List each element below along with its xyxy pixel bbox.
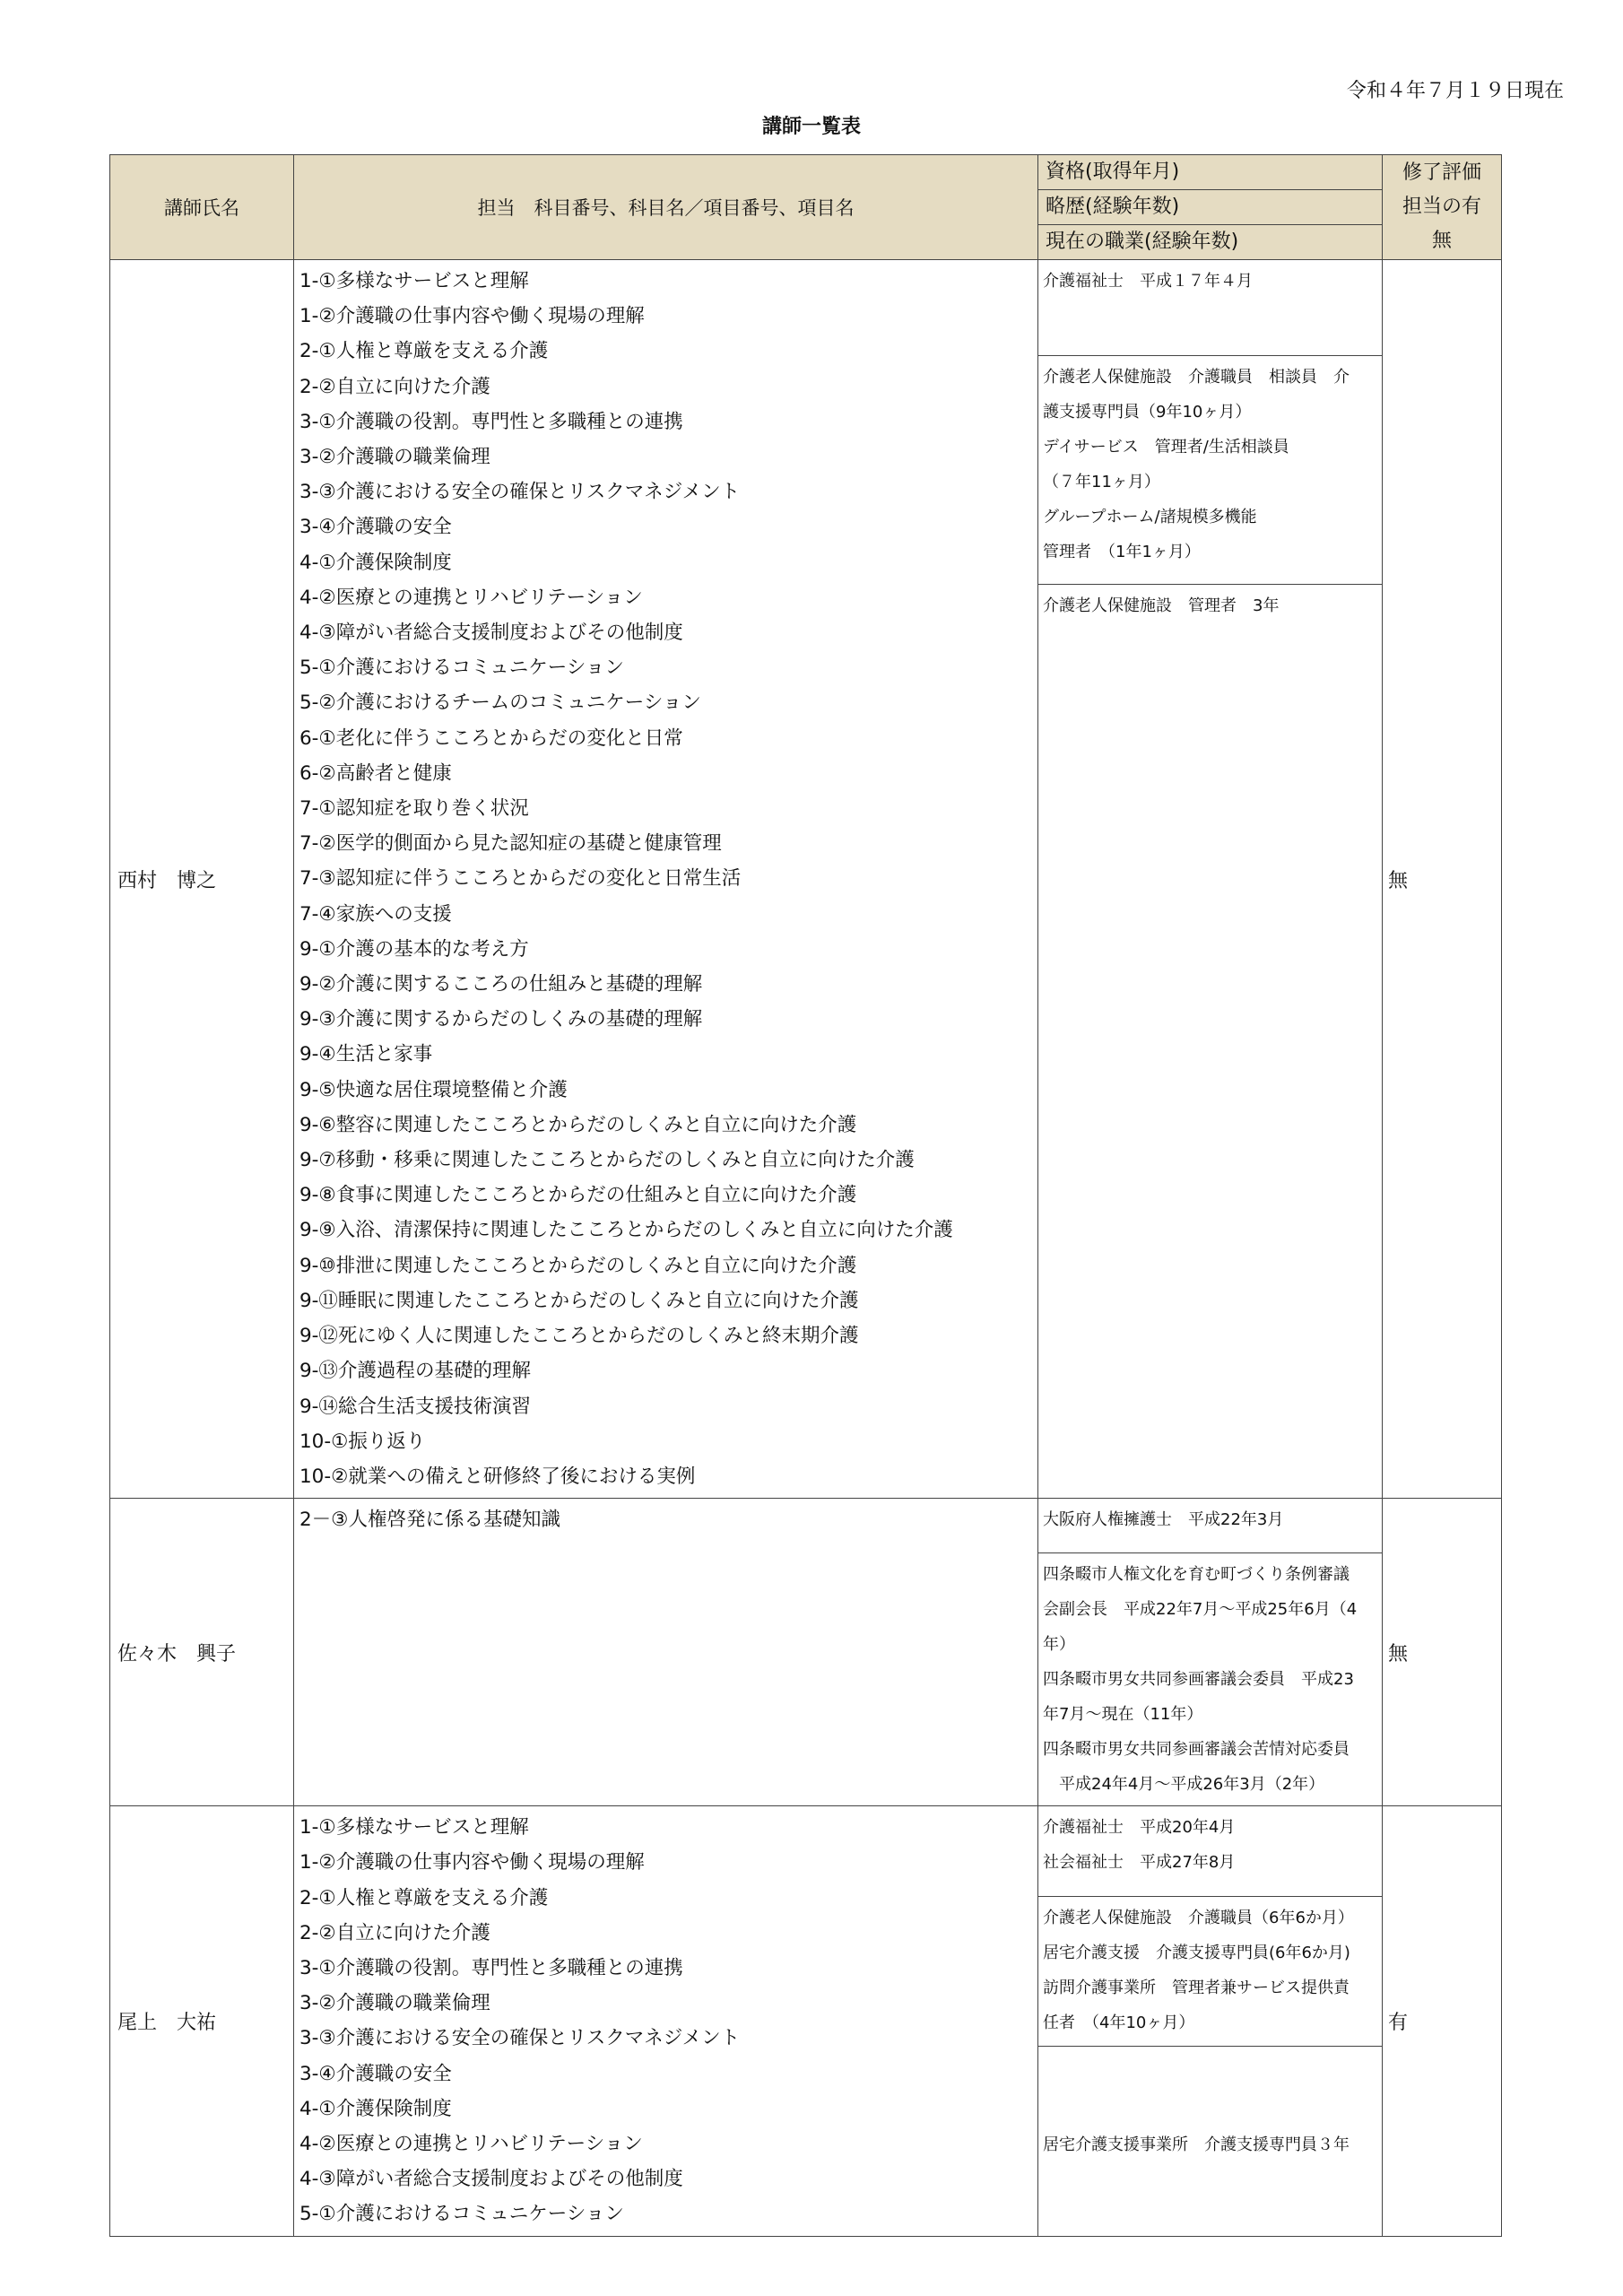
qualification-block — [1038, 1806, 1382, 1896]
subject-item: 3-④介護職の安全 — [299, 2062, 452, 2085]
qualification-block — [1038, 260, 1382, 355]
career-line: 介護老人保健施設 介護職員 相談員 介 — [1043, 368, 1350, 387]
subject-item: 5-①介護におけるコミュニケーション — [299, 2203, 624, 2226]
subject-cell — [294, 1499, 1038, 1806]
subject-item: 3-①介護職の役割。専門性と多職種との連携 — [299, 1956, 683, 1979]
qualification-line: 介護福祉士 平成１７年４月 — [1043, 272, 1253, 291]
career-line: 四条畷市人権文化を育む町づくり条例審議 — [1043, 1565, 1350, 1585]
current-block — [1038, 2046, 1382, 2166]
header-eval-line: 無 — [1431, 230, 1452, 252]
career-line: 四条畷市男女共同参画審議会苦情対応委員 — [1043, 1740, 1350, 1760]
qualification-cell — [1038, 1499, 1383, 1806]
header-eval-line: 担当の有 — [1402, 196, 1481, 218]
header-name: 講師氏名 — [110, 155, 294, 260]
subject-item: 3-③介護における安全の確保とリスクマネジメント — [299, 481, 741, 504]
qualification-line: 大阪府人権擁護士 平成22年3月 — [1043, 1510, 1284, 1530]
instructor-name: 尾上 大祐 — [110, 1806, 294, 2237]
subject-item: 3-④介護職の安全 — [299, 516, 452, 539]
header-qual-line: 資格(取得年月) — [1046, 161, 1180, 183]
subject-item: 9-①介護の基本的な考え方 — [299, 937, 529, 961]
subject-cell — [294, 1806, 1038, 2237]
career-block — [1038, 1552, 1382, 1805]
subject-item: 7-③認知症に伴うこころとからだの変化と日常生活 — [299, 867, 742, 891]
table-header-row — [110, 155, 1502, 260]
career-block — [1038, 1896, 1382, 2046]
instructor-table — [109, 154, 1502, 2237]
subject-item: 2-①人権と尊厳を支える介護 — [299, 1886, 549, 1909]
eval-cell: 無 — [1383, 260, 1502, 1499]
subject-item: 9-⑩排泄に関連したこころとからだのしくみと自立に向けた介護 — [299, 1254, 857, 1277]
current-line: 介護老人保健施設 管理者 3年 — [1043, 596, 1280, 615]
header-eval-line: 修了評価 — [1402, 161, 1481, 184]
header-qual-line: 現在の職業(経験年数) — [1038, 224, 1382, 259]
subject-item: 1-②介護職の仕事内容や働く現場の理解 — [299, 1851, 645, 1874]
subject-item: 6-②高齢者と健康 — [299, 761, 452, 785]
subject-item: 5-①介護におけるコミュニケーション — [299, 657, 624, 680]
subject-item: 7-②医学的側面から見た認知症の基礎と健康管理 — [299, 832, 722, 856]
header-qual-line: 略歴(経験年数) — [1038, 189, 1382, 224]
table-row — [110, 1806, 1502, 2237]
subject-item: 9-⑦移動・移乗に関連したこころとからだのしくみと自立に向けた介護 — [299, 1149, 915, 1172]
eval-cell: 無 — [1383, 1499, 1502, 1806]
subject-list — [294, 260, 1037, 1498]
subject-item: 4-①介護保険制度 — [299, 551, 452, 574]
career-line: 年7月～現在（11年） — [1043, 1705, 1203, 1725]
instructor-name: 西村 博之 — [110, 260, 294, 1499]
career-line: 年） — [1043, 1635, 1075, 1655]
subject-item: 9-③介護に関するからだのしくみの基礎的理解 — [299, 1008, 703, 1031]
career-line: グループホーム/諸規模多機能 — [1043, 508, 1257, 526]
career-line: 平成24年4月～平成26年3月（2年） — [1043, 1775, 1325, 1795]
current-line: 居宅介護支援事業所 介護支援専門員３年 — [1043, 2135, 1350, 2155]
qualification-cell — [1038, 260, 1383, 1499]
as-of-date: 令和４年７月１９日現在 — [1346, 80, 1564, 102]
subject-item: 4-②医療との連携とリハビリテーション — [299, 2132, 643, 2155]
career-line: 四条畷市男女共同参画審議会委員 平成23 — [1043, 1670, 1354, 1690]
subject-item: 3-①介護職の役割。専門性と多職種との連携 — [299, 410, 683, 433]
career-line: デイサービス 管理者/生活相談員 — [1043, 438, 1289, 457]
subject-item: 2-②自立に向けた介護 — [299, 375, 490, 398]
subject-item: 1-①多様なサービスと理解 — [299, 270, 529, 292]
career-line: 会副会長 平成22年7月～平成25年6月（4 — [1043, 1600, 1358, 1620]
subject-item: 1-①多様なサービスと理解 — [299, 1816, 529, 1839]
career-block — [1038, 355, 1382, 584]
subject-item: 2-②自立に向けた介護 — [299, 1921, 490, 1944]
career-line: （７年11ヶ月） — [1043, 473, 1160, 491]
subject-item: 4-②医療との連携とリハビリテーション — [299, 586, 643, 609]
subject-item: 1-②介護職の仕事内容や働く現場の理解 — [299, 305, 645, 328]
subject-item: 4-③障がい者総合支援制度およびその他制度 — [299, 2168, 683, 2191]
subject-item: 9-⑬介護過程の基礎的理解 — [299, 1360, 531, 1383]
subject-item: 9-②介護に関するこころの仕組みと基礎的理解 — [299, 973, 703, 996]
qualification-line: 介護福祉士 平成20年4月 — [1043, 1818, 1236, 1838]
subject-item: 4-③障がい者総合支援制度およびその他制度 — [299, 622, 683, 645]
subject-item: 7-④家族への支援 — [299, 902, 452, 926]
subject-item: 9-⑫死にゆく人に関連したこころとからだのしくみと終末期介護 — [299, 1325, 859, 1348]
subject-list — [294, 1499, 1037, 1541]
subject-item: 10-①振り返り — [299, 1430, 426, 1453]
qualification-cell — [1038, 1806, 1383, 2237]
subject-cell — [294, 260, 1038, 1499]
career-line: 護支援専門員（9年10ヶ月） — [1043, 403, 1252, 422]
career-line: 管理者 （1年1ヶ月） — [1043, 543, 1201, 561]
eval-cell: 有 — [1383, 1806, 1502, 2237]
subject-item: 6-①老化に伴うこころとからだの変化と日常 — [299, 726, 683, 750]
subject-item: 9-⑥整容に関連したこころとからだのしくみと自立に向けた介護 — [299, 1113, 857, 1136]
career-line: 任者 （4年10ヶ月） — [1043, 2013, 1195, 2033]
header-subject: 担当 科目番号、科目名／項目番号、項目名 — [294, 155, 1038, 260]
subject-item: 3-③介護における安全の確保とリスクマネジメント — [299, 2027, 741, 2050]
subject-item: 9-⑨入浴、清潔保持に関連したこころとからだのしくみと自立に向けた介護 — [299, 1219, 953, 1242]
subject-item: 9-⑧食事に関連したこころとからだの仕組みと自立に向けた介護 — [299, 1184, 857, 1207]
subject-list — [294, 1806, 1037, 2235]
header-qualification — [1038, 155, 1383, 260]
page-title: 講師一覧表 — [761, 116, 861, 138]
subject-item: 9-⑪睡眠に関連したこころとからだのしくみと自立に向けた介護 — [299, 1289, 859, 1312]
table-row — [110, 260, 1502, 1499]
subject-item: 9-⑤快適な居住環境整備と介護 — [299, 1078, 568, 1101]
subject-item: 4-①介護保険制度 — [299, 2097, 452, 2120]
qualification-block — [1038, 1499, 1382, 1552]
instructor-name: 佐々木 興子 — [110, 1499, 294, 1806]
career-line: 居宅介護支援 介護支援専門員(6年6か月) — [1043, 1944, 1350, 1963]
subject-item: 3-②介護職の職業倫理 — [299, 446, 490, 469]
subject-item: 7-①認知症を取り巻く状況 — [299, 797, 529, 821]
qualification-line: 社会福祉士 平成27年8月 — [1043, 1853, 1236, 1873]
subject-item: 5-②介護におけるチームのコミュニケーション — [299, 691, 701, 715]
subject-item: 9-④生活と家事 — [299, 1043, 433, 1066]
career-line: 介護老人保健施設 介護職員（6年6か月） — [1043, 1909, 1354, 1928]
subject-item: 2－③人権啓発に係る基礎知識 — [299, 1509, 560, 1532]
table-row — [110, 1499, 1502, 1806]
subject-item: 10-②就業への備えと研修終了後における実例 — [299, 1465, 696, 1488]
subject-item: 9-⑭総合生活支援技術演習 — [299, 1395, 531, 1418]
subject-item: 3-②介護職の職業倫理 — [299, 1992, 490, 2015]
subject-item: 2-①人権と尊厳を支える介護 — [299, 340, 549, 363]
header-eval — [1383, 155, 1502, 260]
career-line: 訪問介護事業所 管理者兼サービス提供責 — [1043, 1979, 1350, 1998]
current-block — [1038, 584, 1382, 627]
